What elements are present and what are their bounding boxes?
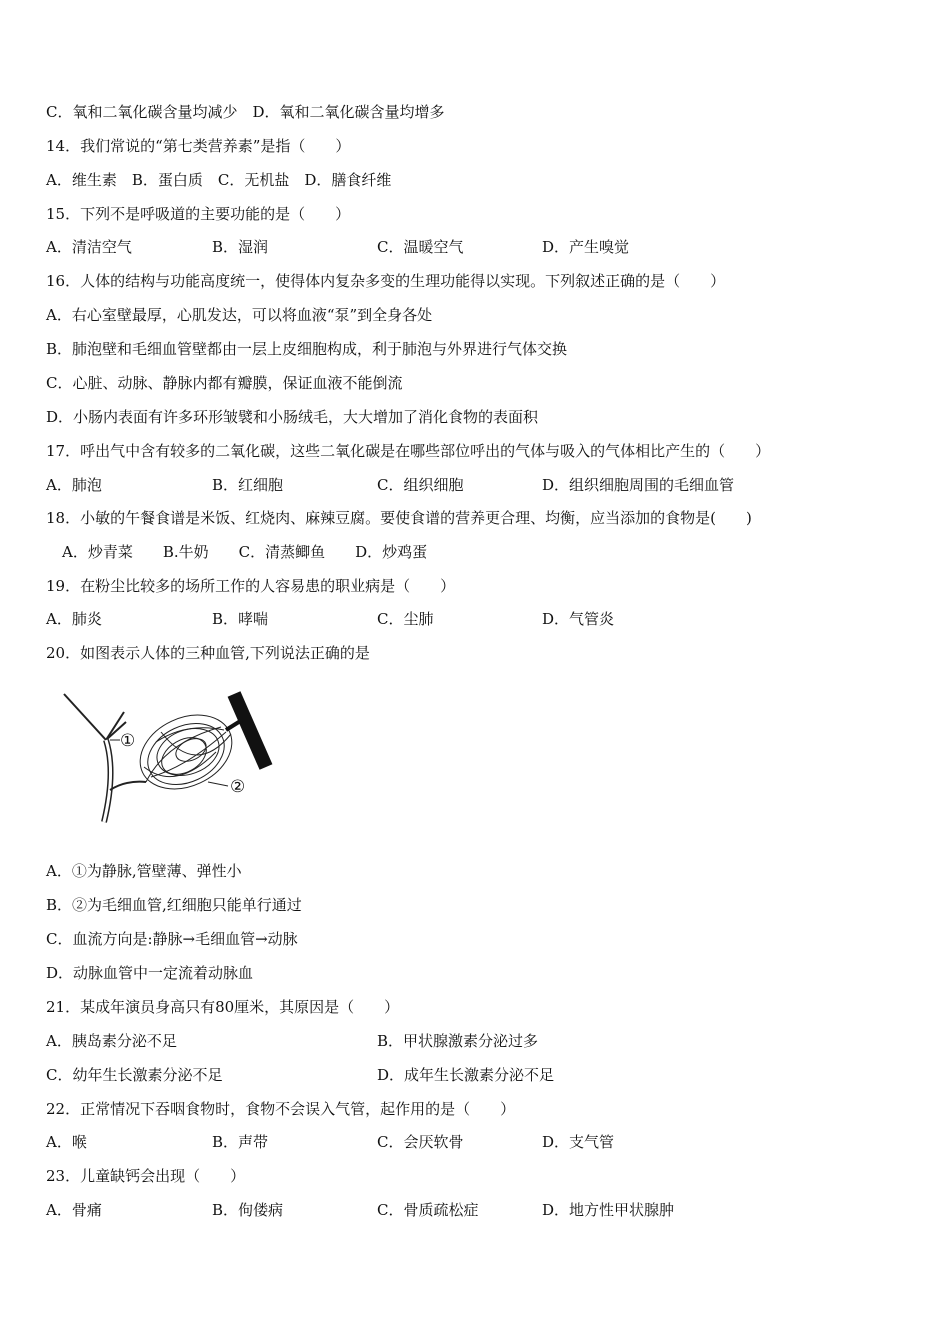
q23-option-c: C．骨质疏松症 [377, 1201, 479, 1219]
q19-option-d: D．气管炎 [542, 610, 615, 628]
q19-option-b: B．哮喘 [212, 610, 269, 628]
q17-option-c: C．组织细胞 [377, 476, 464, 494]
q23-option-a: A．骨痛 [46, 1201, 102, 1219]
q20-option-a: A．①为静脉,管壁薄、弹性小 [46, 862, 242, 880]
q23-option-d: D．地方性甲状腺肿 [542, 1201, 675, 1219]
q23-option-b: B．佝偻病 [212, 1201, 284, 1219]
figure-label-2: ② [230, 777, 246, 797]
q20-option-d: D．动脉血管中一定流着动脉血 [46, 964, 254, 982]
q15-option-c: C．温暖空气 [377, 238, 464, 256]
q21-option-b: B．甲状腺激素分泌过多 [377, 1032, 539, 1050]
q15-option-a: A．清洁空气 [46, 238, 132, 256]
q22-option-d: D．支气管 [542, 1133, 615, 1151]
q16-stem: 16．人体的结构与功能高度统一，使得体内复杂多变的生理功能得以实现。下列叙述正确的是（ ） [46, 272, 726, 290]
blood-vessel-figure [46, 682, 276, 832]
q20-stem: 20．如图表示人体的三种血管,下列说法正确的是 [46, 644, 370, 662]
vessel-branch [64, 694, 126, 740]
q17-option-d: D．组织细胞周围的毛细血管 [542, 476, 735, 494]
q22-option-b: B．声带 [212, 1133, 269, 1151]
q22-option-a: A．喉 [46, 1133, 87, 1151]
q16-option-c: C．心脏、动脉、静脉内都有瓣膜，保证血液不能倒流 [46, 374, 403, 392]
q16-option-d: D．小肠内表面有许多环形皱襞和小肠绒毛，大大增加了消化食物的表面积 [46, 408, 539, 426]
figure-label-1: ① [120, 731, 136, 751]
q13-options-cd: C．氧和二氧化碳含量均减少 D．氧和二氧化碳含量均增多 [46, 103, 445, 121]
q21-stem: 21．某成年演员身高只有80厘米，其原因是（ ） [46, 998, 400, 1016]
vessel-vein [234, 694, 266, 767]
q22-stem: 22．正常情况下吞咽食物时，食物不会误入气管，起作用的是（ ） [46, 1100, 516, 1118]
q21-option-a: A．胰岛素分泌不足 [46, 1032, 177, 1050]
q14-stem: 14．我们常说的“第七类营养素”是指（ ） [46, 137, 351, 155]
q17-stem: 17．呼出气中含有较多的二氧化碳，这些二氧化碳是在哪些部位呼出的气体与吸入的气体相比产生的（ ） [46, 442, 771, 460]
q22-option-c: C．会厌软骨 [377, 1133, 464, 1151]
q19-option-c: C．尘肺 [377, 610, 434, 628]
blood-vessel-diagram [46, 682, 276, 832]
q15-option-b: B．湿润 [212, 238, 269, 256]
vein-connector [226, 720, 242, 730]
q16-option-a: A．右心室壁最厚，心肌发达，可以将血液“泵”到全身各处 [46, 306, 433, 324]
q23-stem: 23．儿童缺钙会出现（ ） [46, 1167, 246, 1185]
q18-options: A．炒青菜 B.牛奶 C．清蒸鲫鱼 D．炒鸡蛋 [62, 543, 428, 561]
q21-option-d: D．成年生长激素分泌不足 [377, 1066, 555, 1084]
q20-option-b: B．②为毛细血管,红细胞只能单行通过 [46, 896, 302, 914]
q14-options: A．维生素 B．蛋白质 C．无机盐 D．膳食纤维 [46, 171, 392, 189]
vessel-to-net [110, 782, 146, 790]
q17-option-b: B．红细胞 [212, 476, 284, 494]
q15-stem: 15．下列不是呼吸道的主要功能的是（ ） [46, 205, 351, 223]
q19-stem: 19．在粉尘比较多的场所工作的人容易患的职业病是（ ） [46, 577, 456, 595]
q21-option-c: C．幼年生长激素分泌不足 [46, 1066, 223, 1084]
q18-stem: 18．小敏的午餐食谱是米饭、红烧肉、麻辣豆腐。要使食谱的营养更合理、均衡，应当添加的食物是( ) [46, 509, 752, 527]
label2-line [208, 782, 228, 786]
q15-option-d: D．产生嗅觉 [542, 238, 630, 256]
q17-option-a: A．肺泡 [46, 476, 102, 494]
q20-option-c: C．血流方向是:静脉→毛细血管→动脉 [46, 930, 298, 948]
capillary-network [128, 701, 244, 803]
q16-option-b: B．肺泡壁和毛细血管壁都由一层上皮细胞构成，利于肺泡与外界进行气体交换 [46, 340, 568, 358]
q19-option-a: A．肺炎 [46, 610, 102, 628]
